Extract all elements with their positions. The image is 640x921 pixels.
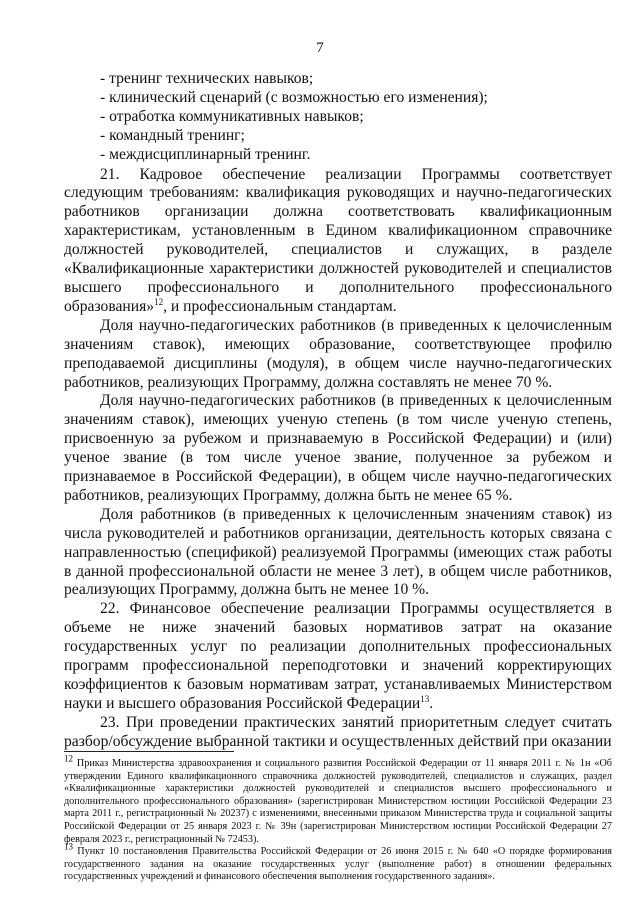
footnote-number: 12	[64, 753, 73, 764]
paragraph-text: 23. При проведении практических занятий приоритетным следует считать разбор/обсуждение выбранной тактики и осуществленных действий при оказании	[64, 713, 612, 750]
paragraph-staff-degree	[64, 392, 612, 505]
list-item: - тренинг технических навыков;	[100, 70, 314, 87]
paragraph-tail: , и профессиональным стандартам.	[163, 297, 397, 315]
footnote-text: Пункт 10 постановления Правительства Российской Федерации от 26 июня 2015 г. № 640 «О порядке формирования государственного задания на оказание государственных услуг (выполнение работ) в отношении федеральных государственных учреждений и финансового обеспечения выполнения государственного задания».	[64, 846, 612, 883]
main-text	[64, 70, 612, 752]
footnote-text: Приказ Министерства здравоохранения и социального развития Российской Федерации от 11 января 2011 г. № 1н «Об утверждении Единого квалификационного справочника должностей руководителей, специалистов и служащих, раздел «Квалификационные характеристики должностей руководителей и специалистов высшего профессионального и дополнительного профессионального образования» (зарегистрирован Министерством юстиции Российской Федерации 23 марта 2011 г., регистрационный № 20237) с изменениями, внесенными приказом Министерства труда и социальной защиты Российской Федерации от 25 января 2023 г. № 39н (зарегистрирован Министерством юстиции Российской Федерации 27 февраля 2023 г., регистрационный № 72453).	[64, 758, 612, 845]
paragraph-text: Доля научно-педагогических работников (в приведенных к целочисленным значениям ставок), имеющих ученую степень (в том числе ученую степень, присвоенную за рубежом и признаваемую в Российской Федерации) и (или) ученое звание (в том числе ученое звание, полученное за рубежом и признаваемое в Российской Федерации), в общем числе научно-педагогических работников, реализующих Программу, должна быть не менее 65 %.	[64, 392, 612, 504]
footnote-13	[64, 841, 612, 884]
list-item: - командный тренинг;	[100, 126, 245, 144]
paragraph-22	[64, 600, 612, 713]
paragraph-23	[64, 714, 612, 752]
paragraph-tail: .	[429, 694, 434, 712]
paragraph-21	[64, 166, 612, 317]
footnote-12	[64, 753, 612, 846]
list-item: - клинический сценарий (с возможностью его изменения);	[100, 88, 488, 106]
list-item: - отработка коммуникативных навыков;	[100, 107, 364, 125]
footnote-separator	[64, 751, 234, 752]
bullet-list	[64, 70, 612, 165]
paragraph-staff-profile	[64, 317, 612, 393]
paragraph-text: Доля научно-педагогических работников (в приведенных к целочисленным значениям ставок), имеющих образование, соответствующее профилю преподаваемой дисциплины (модуля), в общем числе научно-педагогических работников, реализующих Программу, должна составлять не менее 70 %.	[64, 316, 612, 391]
page-number: 7	[316, 40, 324, 56]
footnote-ref: 13	[420, 693, 430, 704]
paragraph-text: 21. Кадровое обеспечение реализации Программы соответствует следующим требованиям: квалификация руководящих и научно-педагогических работников организации должна соответствовать квалификационным характеристикам, установленным в Едином квалификационном справочнике должностей руководителей, специалистов и служащих, в разделе «Квалификационные характеристики должностей руководителей и специалистов высшего профессионального и дополнительного профессионального образования»	[64, 165, 612, 315]
footnote-ref: 12	[154, 296, 164, 307]
paragraph-text: 22. Финансовое обеспечение реализации Программы осуществляется в объеме не ниже значений базовых нормативов затрат на оказание государственных услуг по реализации дополнительных профессиональных программ профессиональной переподготовки и значений корректирующих коэффициентов к базовым нормативам затрат, устанавливаемых Министерством науки и высшего образования Российской Федерации	[64, 600, 612, 712]
list-item: - междисциплинарный тренинг.	[100, 145, 311, 163]
paragraph-staff-practitioners	[64, 506, 612, 601]
footnotes	[64, 753, 612, 884]
footnote-number: 13	[64, 841, 73, 852]
paragraph-text: Доля работников (в приведенных к целочисленным значениям ставок) из числа руководителей и работников организации, деятельность которых связана с направленностью (спецификой) реализуемой Программы (имеющих стаж работы в данной профессиональной области не менее 3 лет), в общем числе работников, реализующих Программу, должна быть не менее 10 %.	[64, 505, 612, 599]
